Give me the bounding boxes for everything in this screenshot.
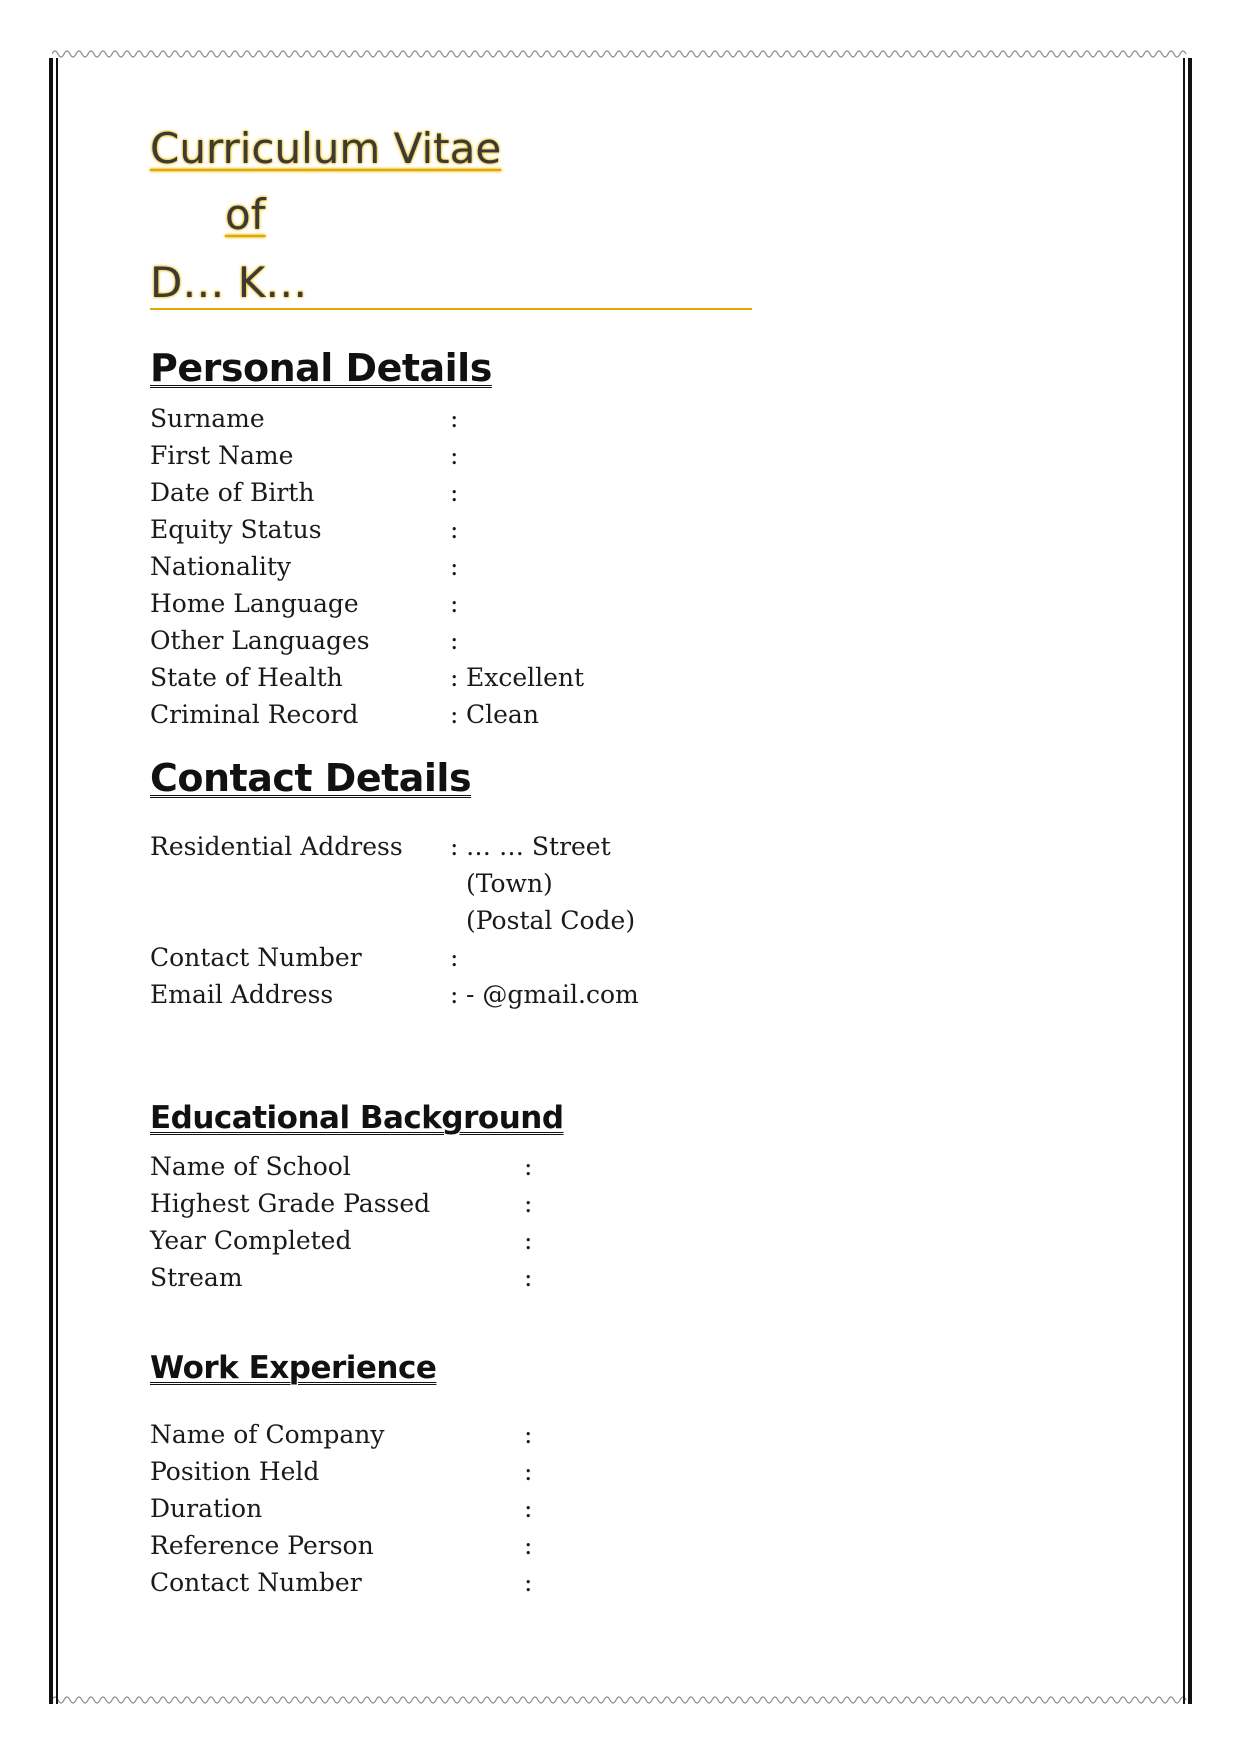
title-line-2: of xyxy=(225,190,266,239)
field-separator: : xyxy=(524,1568,533,1597)
field-separator: : xyxy=(524,1152,533,1181)
field-value: (Postal Code) xyxy=(466,906,636,935)
field-label: Criminal Record xyxy=(150,700,359,729)
field-separator: : xyxy=(450,404,459,433)
personal-details-heading: Personal Details xyxy=(150,346,492,390)
education-heading: Educational Background xyxy=(150,1100,564,1136)
field-separator: : xyxy=(450,980,459,1009)
field-label: Surname xyxy=(150,404,265,433)
field-value: (Town) xyxy=(466,869,553,898)
field-label: Position Held xyxy=(150,1457,320,1486)
contact-details-heading: Contact Details xyxy=(150,756,472,800)
field-separator: : xyxy=(524,1531,533,1560)
field-separator: : xyxy=(524,1263,533,1292)
field-separator: : xyxy=(450,441,459,470)
field-label: Other Languages xyxy=(150,626,370,655)
field-separator: : xyxy=(524,1420,533,1449)
title-underline xyxy=(150,308,752,310)
field-label: Nationality xyxy=(150,552,292,581)
field-label: Date of Birth xyxy=(150,478,315,507)
field-label: Home Language xyxy=(150,589,359,618)
page-border-top xyxy=(52,48,1188,60)
field-value: - @gmail.com xyxy=(466,980,639,1009)
field-label: Reference Person xyxy=(150,1531,374,1560)
field-label: Name of School xyxy=(150,1152,351,1181)
field-label: Duration xyxy=(150,1494,263,1523)
field-separator: : xyxy=(450,700,459,729)
page-border-left xyxy=(48,58,62,1704)
field-separator: : xyxy=(450,626,459,655)
field-separator: : xyxy=(450,589,459,618)
work-experience-heading: Work Experience xyxy=(150,1350,437,1386)
field-label: Email Address xyxy=(150,980,334,1009)
field-value: Clean xyxy=(466,700,539,729)
field-separator: : xyxy=(450,515,459,544)
field-label: Stream xyxy=(150,1263,243,1292)
field-label: Name of Company xyxy=(150,1420,385,1449)
title-line-3: D… K… xyxy=(150,258,308,307)
field-separator: : xyxy=(524,1226,533,1255)
field-separator: : xyxy=(450,832,459,861)
field-separator: : xyxy=(450,478,459,507)
page-border-right xyxy=(1180,58,1194,1704)
field-label: Highest Grade Passed xyxy=(150,1189,431,1218)
field-label: Residential Address xyxy=(150,832,403,861)
field-label: Contact Number xyxy=(150,1568,362,1597)
field-label: Equity Status xyxy=(150,515,322,544)
title-line-1: Curriculum Vitae xyxy=(150,124,502,173)
field-label: Contact Number xyxy=(150,943,362,972)
field-label: State of Health xyxy=(150,663,343,692)
field-separator: : xyxy=(450,552,459,581)
field-separator: : xyxy=(450,663,459,692)
field-value: … … Street xyxy=(466,832,611,861)
field-separator: : xyxy=(524,1457,533,1486)
field-label: Year Completed xyxy=(150,1226,352,1255)
field-separator: : xyxy=(450,943,459,972)
field-label: First Name xyxy=(150,441,294,470)
field-separator: : xyxy=(524,1189,533,1218)
field-separator: : xyxy=(524,1494,533,1523)
page-border-bottom xyxy=(52,1694,1188,1706)
field-value: Excellent xyxy=(466,663,585,692)
